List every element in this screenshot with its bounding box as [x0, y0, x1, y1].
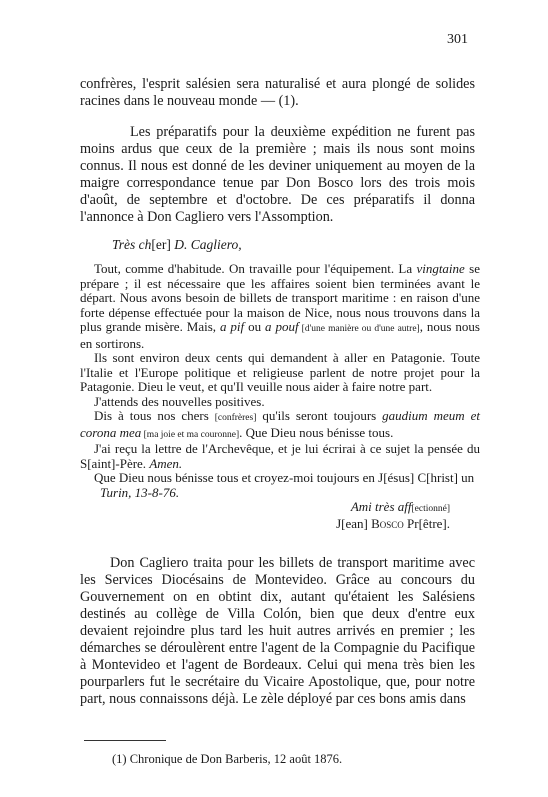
letter-body	[80, 262, 480, 531]
paragraph-2-text: Les préparatifs pour la deuxième expédition ne furent pas moins ardus que ceux de la première ; mais ils nous sont moins connus. Il nous est donné de les deviner uniquement au moyen de la maigre correspondance tenue par Don Bosco lors des trois mois d'août, de septembre et d'octobre. De ces préparatifs il donna l'annonce à Don Cagliero vers l'Assomption.	[80, 124, 475, 225]
letter-paragraph: Tout, comme d'habitude. On travaille pour l'équipement. La vingtaine se prépare ; il est nécessaire que les affaires soient bien terminées avant le départ. Nous avons besoin de billets de transport maritime : en raison d'une forte dépense effectuée pour la maison de Nice, nous nous trouvons dans la plus grande misère. Mais, a pif ou a pouf [d'une manière ou d'une autre], nous nous en sortirons.	[80, 261, 480, 351]
letter-paragraph: J'attends des nouvelles positives.	[94, 393, 265, 409]
letter-signature: J[ean] Bosco Pr[être].	[336, 515, 450, 531]
paragraph-3-text: Don Cagliero traita pour les billets de transport maritime avec les Services Diocésains de Montevideo. Grâce au concours du Gouvernement on en obtint dix, autant qu'étaient les Salésiens destinés au collège de Villa Colón, bien que deux d'entre eux devaient rejoindre plus tard les huit autres arrivés en premier ; les démarches se déroulèrent entre l'agent de la Compagnie du Pacifique à Montevideo et l'agent de Bordeaux. Celui qui mena très bien les pourparlers fut le secrétaire du Vicaire Apostolique, que, pour notre part, nous connaissons déjà. Le zèle déployé par ces bons amis dans	[80, 555, 475, 707]
footnote-divider	[84, 740, 166, 741]
paragraph-3	[80, 555, 475, 708]
letter-place-date: Turin, 13-8-76.	[100, 484, 180, 500]
letter-paragraph: Dis à tous nos chers [confrères] qu'ils seront toujours gaudium meum et corona mea [ma joie et ma couronne]. Que Dieu nous bénisse tous.	[80, 408, 480, 440]
letter-paragraph: Ils sont environ deux cents qui demandent à aller en Patagonie. Toute l'Italie et l'Europe politique et religieuse parlent de notre projet pour la Patagonie. Dieu le veut, et qu'Il veuille nous aider à faire notre part.	[80, 350, 480, 394]
letter-salutation: Très ch[er] D. Cagliero,	[112, 237, 242, 252]
paragraph-1: confrères, l'esprit salésien sera naturalisé et aura plongé de solides racines dans le nouveau monde — (1).	[80, 76, 475, 109]
letter-paragraph: Que Dieu nous bénisse tous et croyez-moi toujours en J[ésus] C[hrist] un	[94, 470, 475, 485]
page-number: 301	[447, 32, 468, 47]
paragraph-2	[80, 124, 475, 226]
footnote: (1) Chronique de Don Barberis, 12 août 1876.	[112, 752, 343, 766]
letter-closing: Ami très aff[ectionné]	[350, 499, 450, 514]
letter-paragraph: J'ai reçu la lettre de l'Archevêque, et je lui écrirai à ce sujet la pensée du S[aint]-Père. Amen.	[80, 441, 480, 471]
